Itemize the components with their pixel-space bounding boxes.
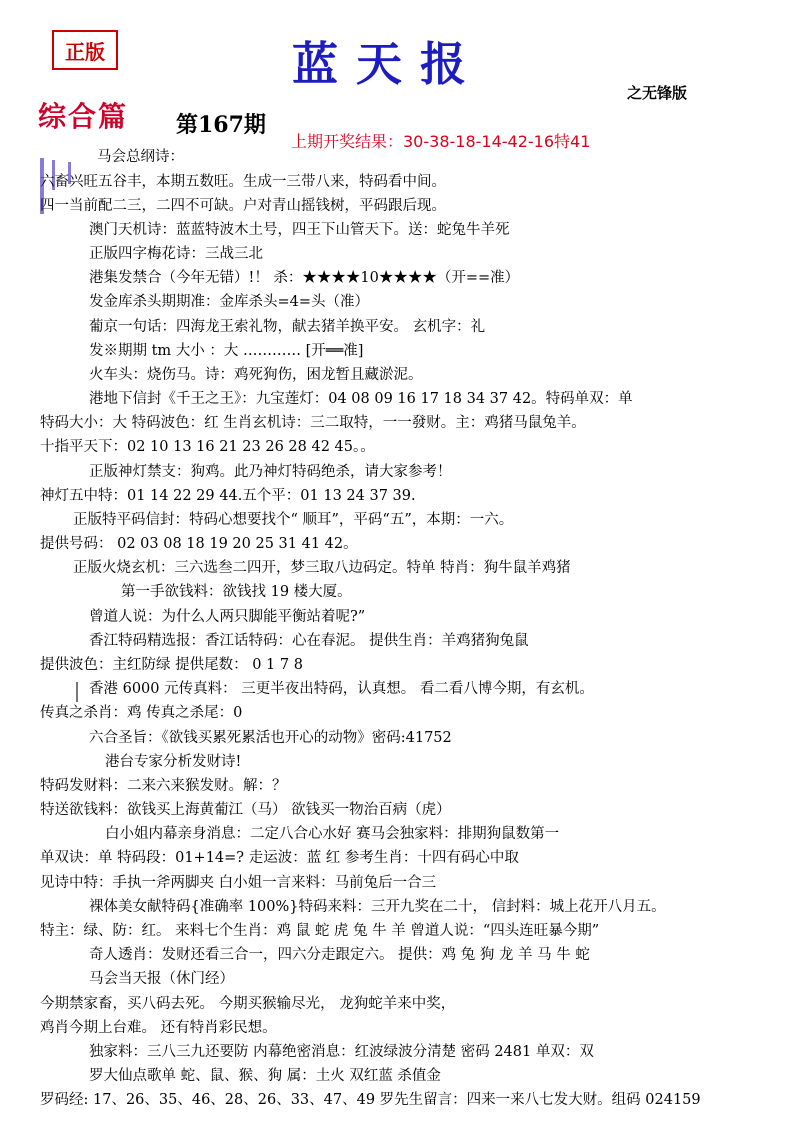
text-line: 六合圣旨：《欲钱买累死累活也开心的动物》密码:41752 — [89, 730, 452, 746]
text-line: 单双诀：单 特码段：01+14=? 走运波：蓝 红 参考生肖：十四有码心中取 — [40, 850, 519, 866]
issue-number: 第167期 — [176, 112, 266, 138]
text-line: 六畜兴旺五谷丰，本期五数旺。生成一三带八来，特码看中间。 — [40, 174, 446, 190]
text-line: 葡京一句话：四海龙王索礼物，献去猪羊换平安。 玄机字：礼 — [89, 319, 486, 335]
text-line: 港集发禁合（今年无错）!！ 杀：★★★★10★★★★（开==准） — [89, 270, 520, 286]
text-line: 见诗中特：手执一斧两脚夹 白小姐一言来料：马前兔后一合三 — [40, 875, 437, 891]
text-line: 罗大仙点歌单 蛇、鼠、猴、狗 属：土火 双红蓝 杀值金 — [89, 1068, 441, 1084]
text-line: 正版特平码信封：特码心想要找个“ 顺耳”，平码“五”，本期：一六。 — [73, 512, 514, 528]
section-title: 综合篇 — [38, 100, 129, 133]
text-line: 四一当前配二三，二四不可缺。户对青山摇钱树，平码跟后现。 — [40, 198, 446, 214]
text-line: 正版神灯禁支：狗鸡。此乃神灯特码绝杀，请大家参考！ — [89, 464, 452, 480]
text-line: 提供号码： 02 03 08 18 19 20 25 31 41 42。 — [40, 536, 358, 552]
text-line: 白小姐内幕亲身消息：二定八合心水好 赛马会独家料：排期狗鼠数第一 — [105, 826, 560, 842]
text-line: 鸡肖今期上台难。 还有特肖彩民想。 — [40, 1020, 277, 1036]
text-line: 发金库杀头期期准：金库杀头=4=头（准） — [89, 294, 370, 310]
text-line: 奇人透肖：发财还看三合一，四六分走跟定六。 提供：鸡 兔 狗 龙 羊 马 牛 蛇 — [89, 947, 590, 963]
text-line: 提供波色：主红防绿 提供尾数： 0 1 7 8 — [40, 657, 303, 673]
text-line: 特码大小：大 特码波色：红 生肖玄机诗：三二取特，一一發财。主：鸡猪马鼠兔羊。 — [40, 415, 586, 431]
text-line: 港台专家分析发财诗! — [105, 754, 242, 770]
text-line: 香港 6000 元传真料： 三更半夜出特码，认真想。 看二看八博今期，有玄机。 — [89, 681, 594, 697]
text-line: 罗码经: 17、26、35、46、28、26、33、47、49 罗先生留言：四来一来八七发大财。组码 024159 — [40, 1092, 701, 1108]
text-line: 澳门天机诗：蓝蓝特波木土号，四王下山管天下。送：蛇兔牛羊死 — [89, 222, 510, 238]
text-line: 马会当天报（休门经） — [89, 971, 234, 987]
text-line: 特送欲钱料：欲钱买上海黄葡江（马） 欲钱买一物治百病（虎） — [40, 802, 451, 818]
last-draw-result: 上期开奖结果：30-38-18-14-42-16特41 — [291, 132, 591, 151]
text-line: 曾道人说：为什么人两只脚能平衡站着呢?” — [89, 609, 366, 625]
paper-title: 蓝天报 — [292, 37, 484, 91]
text-line: 港地下信封《千王之王》：九宝莲灯：04 08 09 16 17 18 34 37 42。特码单双：单 — [89, 391, 633, 407]
text-line: 神灯五中特：01 14 22 29 44.五个平：01 13 24 37 39. — [40, 488, 416, 504]
text-line: 正版火烧玄机：三六选叁二四开，梦三取八边码定。特单 特肖：狗牛鼠羊鸡猪 — [73, 560, 571, 576]
text-line: 传真之杀肖：鸡 传真之杀尾：0 — [40, 705, 243, 721]
edition-label: 之无锋版 — [627, 84, 688, 102]
text-line: 特码发财料：二来六来猴发财。解：？ — [40, 778, 287, 794]
text-line: 裸体美女献特码{准确率 100%}特码来料：三开九奖在二十， 信封料：城上花开八月五。 — [89, 899, 666, 915]
text-line: 正版四字梅花诗：三战三北 — [89, 246, 263, 262]
text-line: 第一手欲钱料：欲钱找 19 楼大厦。 — [121, 584, 352, 600]
text-line: 马会总纲诗： — [97, 149, 184, 165]
authentic-badge: 正版 — [52, 30, 118, 70]
text-line: 特主：绿、防：红。 来料七个生肖：鸡 鼠 蛇 虎 兔 牛 羊 曾道人说：“四头连旺暴今期” — [40, 923, 600, 939]
text-line: 香江特码精选报：香江话特码：心在春泥。 提供生肖：羊鸡猪狗兔鼠 — [89, 633, 529, 649]
text-line: 独家料：三八三九还要防 内幕绝密消息：红波绿波分清楚 密码 2481 单双：双 — [89, 1044, 594, 1060]
text-line: 今期禁家畜，买八码去死。 今期买猴输尽光， 龙狗蛇羊来中奖， — [40, 996, 456, 1012]
text-line: 十指平天下：02 10 13 16 21 23 26 28 42 45。。 — [40, 439, 375, 455]
decorative-bar — [76, 682, 78, 702]
text-line: 发※期期 tm 大小 ：大 ………… [开══准] — [89, 343, 364, 359]
text-line: 火车头：烧伤马。诗：鸡死狗伤，困龙暂且藏淤泥。 — [89, 367, 423, 383]
